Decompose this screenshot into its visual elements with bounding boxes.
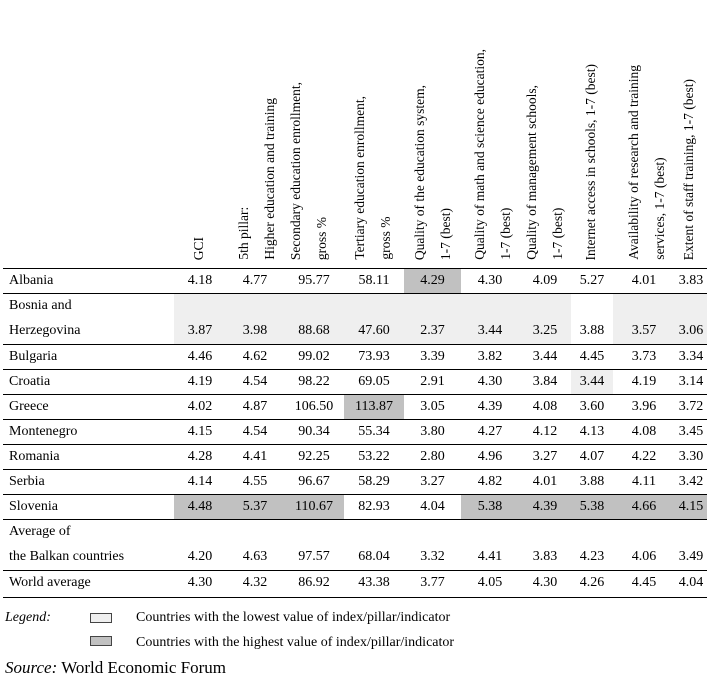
row-name-line: Slovenia — [9, 499, 58, 514]
column-header-line: Availability of research and training — [626, 65, 641, 260]
cell-value: 4.18 — [187, 273, 213, 288]
table-cell — [226, 395, 284, 419]
cell-value: 3.34 — [678, 349, 704, 364]
column-header-line: Quality of management schools, — [524, 85, 539, 260]
table-cell — [519, 395, 571, 419]
cell-value: 2.37 — [420, 323, 445, 338]
cell-value: 4.82 — [477, 474, 503, 489]
cell-value: 99.02 — [298, 349, 330, 364]
table-row — [3, 445, 707, 470]
source-label: Source: — [5, 658, 58, 677]
table-cell — [344, 269, 404, 293]
cell-value: 4.15 — [678, 499, 704, 514]
table-cell — [284, 495, 344, 519]
table-cell — [461, 294, 519, 344]
table-cell — [675, 420, 707, 444]
cell-value: 3.98 — [242, 323, 268, 338]
cell-value: 95.77 — [298, 273, 330, 288]
cell-value: 58.11 — [358, 273, 390, 288]
row-name-line: Greece — [9, 399, 49, 414]
column-header — [621, 65, 673, 260]
table-cell — [675, 269, 707, 293]
cell-value: 53.22 — [358, 449, 390, 464]
cell-value: 47.60 — [358, 323, 390, 338]
table-row — [3, 571, 707, 598]
table-cell — [613, 470, 675, 494]
column-header-line: gross % — [378, 216, 393, 260]
cell-value: 4.30 — [477, 374, 503, 389]
legend-label-text: Legend: — [5, 610, 51, 625]
table-cell — [613, 345, 675, 369]
column-header-line: 1-7 (best) — [498, 207, 513, 260]
table-cell — [613, 571, 675, 597]
source-note — [5, 658, 226, 678]
column-header — [676, 79, 702, 260]
cell-value: 4.28 — [187, 449, 213, 464]
table-cell — [344, 495, 404, 519]
table-cell — [404, 294, 461, 344]
source-text: World Economic Forum — [57, 658, 227, 677]
cell-value: 3.49 — [678, 549, 704, 564]
column-header-line: GCI — [191, 236, 206, 260]
cell-value: 3.30 — [678, 449, 704, 464]
table-cell — [284, 470, 344, 494]
cell-value: 3.44 — [477, 323, 503, 338]
table-cell — [174, 571, 226, 597]
column-header — [407, 85, 459, 260]
cell-value: 3.57 — [631, 323, 657, 338]
cell-value: 4.15 — [187, 424, 213, 439]
table-cell — [571, 520, 613, 570]
column-header-line: gross % — [314, 216, 329, 260]
table-row — [3, 495, 707, 520]
cell-value: 4.29 — [420, 273, 445, 288]
table-cell — [461, 571, 519, 597]
cell-value: 3.83 — [532, 549, 558, 564]
column-header — [578, 64, 604, 260]
table-cell — [344, 470, 404, 494]
education-indicators-table — [3, 0, 707, 598]
cell-value: 4.41 — [242, 449, 268, 464]
cell-value: 3.77 — [420, 575, 445, 590]
table-cell — [571, 269, 613, 293]
cell-value: 3.96 — [631, 399, 657, 414]
cell-value: 98.22 — [298, 374, 330, 389]
column-header-line: Quality of math and science education, — [472, 49, 487, 260]
row-name-line: World average — [9, 575, 91, 590]
column-header-line: Tertiary education enrollment, — [352, 96, 367, 260]
column-header — [186, 237, 212, 260]
cell-value: 4.54 — [242, 374, 268, 389]
cell-value: 4.12 — [532, 424, 558, 439]
column-header-line: Secondary education enrollment, — [288, 81, 303, 260]
table-cell — [519, 345, 571, 369]
cell-value: 3.82 — [477, 349, 503, 364]
table-row — [3, 395, 707, 420]
cell-value: 4.19 — [631, 374, 657, 389]
cell-value: 4.09 — [532, 273, 558, 288]
cell-value: 90.34 — [298, 424, 330, 439]
table-cell — [226, 269, 284, 293]
table-cell — [344, 420, 404, 444]
table-cell — [675, 470, 707, 494]
table-cell — [404, 520, 461, 570]
cell-value: 4.04 — [678, 575, 704, 590]
table-cell — [613, 420, 675, 444]
table-cell — [404, 571, 461, 597]
table-cell — [344, 520, 404, 570]
column-header-line: services, 1-7 (best) — [652, 157, 667, 260]
table-cell — [675, 345, 707, 369]
cell-value: 4.20 — [187, 549, 213, 564]
cell-value: 4.30 — [532, 575, 558, 590]
cell-value: 4.87 — [242, 399, 268, 414]
row-name-line: Montenegro — [9, 424, 78, 439]
table-cell — [284, 370, 344, 394]
table-cell — [226, 370, 284, 394]
table-cell — [226, 495, 284, 519]
row-name-line: Average of — [9, 524, 71, 539]
table-cell — [284, 520, 344, 570]
cell-value: 4.46 — [187, 349, 213, 364]
cell-value: 3.73 — [631, 349, 657, 364]
column-header-line: Internet access in schools, 1-7 (best) — [583, 63, 598, 260]
table-row — [3, 470, 707, 495]
cell-value: 3.87 — [187, 323, 213, 338]
table-cell — [226, 294, 284, 344]
cell-value: 3.44 — [579, 374, 605, 389]
table-cell — [174, 370, 226, 394]
table-cell — [404, 269, 461, 293]
column-header — [283, 82, 335, 260]
cell-value: 3.60 — [579, 399, 605, 414]
table-cell — [519, 445, 571, 469]
table-cell — [404, 395, 461, 419]
cell-value: 5.37 — [242, 499, 268, 514]
table-cell — [461, 395, 519, 419]
cell-value: 4.08 — [532, 399, 558, 414]
table-cell — [613, 445, 675, 469]
table-cell — [404, 495, 461, 519]
cell-value: 3.39 — [420, 349, 445, 364]
table-cell — [571, 395, 613, 419]
table-cell — [226, 420, 284, 444]
table-cell — [284, 420, 344, 444]
row-name-line: Croatia — [9, 374, 51, 389]
cell-value: 96.67 — [298, 474, 330, 489]
legend-label — [5, 610, 51, 626]
cell-value: 3.27 — [420, 474, 445, 489]
table-cell — [571, 445, 613, 469]
table-cell — [675, 445, 707, 469]
table-cell — [344, 294, 404, 344]
cell-value: 4.27 — [477, 424, 503, 439]
column-header-line: Higher education and training — [262, 98, 277, 260]
table-cell — [571, 420, 613, 444]
cell-value: 4.96 — [477, 449, 503, 464]
cell-value: 4.22 — [631, 449, 657, 464]
cell-value: 4.06 — [631, 549, 657, 564]
row-name-line: the Balkan countries — [9, 549, 125, 564]
cell-value: 82.93 — [358, 499, 390, 514]
table-cell — [226, 470, 284, 494]
legend-highest-text: Countries with the highest value of index/pillar/indicator — [136, 635, 455, 650]
cell-value: 4.45 — [631, 575, 657, 590]
table-cell — [174, 294, 226, 344]
table-cell — [404, 445, 461, 469]
table-cell — [284, 345, 344, 369]
cell-value: 5.38 — [477, 499, 503, 514]
cell-value: 3.88 — [579, 474, 605, 489]
table-cell — [174, 520, 226, 570]
table-cell — [461, 269, 519, 293]
table-cell — [613, 520, 675, 570]
cell-value: 97.57 — [298, 549, 330, 564]
table-row — [3, 294, 707, 345]
table-cell — [613, 370, 675, 394]
cell-value: 4.08 — [631, 424, 657, 439]
table-cell — [461, 445, 519, 469]
cell-value: 3.27 — [532, 449, 558, 464]
table-cell — [284, 445, 344, 469]
table-cell — [461, 470, 519, 494]
table-cell — [461, 345, 519, 369]
table-cell — [519, 470, 571, 494]
table-cell — [284, 294, 344, 344]
cell-value: 4.14 — [187, 474, 213, 489]
cell-value: 68.04 — [358, 549, 390, 564]
row-name-line: Herzegovina — [9, 323, 81, 338]
table-header — [3, 0, 707, 269]
table-cell — [284, 395, 344, 419]
cell-value: 4.11 — [632, 474, 656, 489]
table-cell — [174, 445, 226, 469]
cell-value: 3.05 — [420, 399, 445, 414]
table-cell — [174, 269, 226, 293]
cell-value: 3.45 — [678, 424, 704, 439]
cell-value: 4.32 — [242, 575, 268, 590]
cell-value: 4.63 — [242, 549, 268, 564]
table-cell — [174, 345, 226, 369]
cell-value: 4.39 — [477, 399, 503, 414]
cell-value: 69.05 — [358, 374, 390, 389]
cell-value: 4.48 — [187, 499, 213, 514]
cell-value: 113.87 — [355, 399, 393, 414]
legend-lowest-text: Countries with the lowest value of index/pillar/indicator — [136, 610, 451, 625]
table-cell — [174, 420, 226, 444]
table-cell — [571, 370, 613, 394]
cell-value: 86.92 — [298, 575, 330, 590]
column-header-line: Quality of the education system, — [412, 84, 427, 260]
table-cell — [571, 571, 613, 597]
cell-value: 4.13 — [579, 424, 605, 439]
column-header-line: 1-7 (best) — [438, 207, 453, 260]
cell-value: 4.19 — [187, 374, 213, 389]
cell-value: 4.66 — [631, 499, 657, 514]
cell-value: 88.68 — [298, 323, 330, 338]
cell-value: 4.39 — [532, 499, 558, 514]
cell-value: 92.25 — [298, 449, 330, 464]
cell-value: 3.32 — [420, 549, 445, 564]
table-cell — [344, 345, 404, 369]
table-cell — [226, 345, 284, 369]
table-cell — [461, 370, 519, 394]
table-row — [3, 269, 707, 294]
column-header-line: Extent of staff training, 1-7 (best) — [681, 78, 696, 260]
table-cell — [675, 571, 707, 597]
cell-value: 3.25 — [532, 323, 558, 338]
cell-value: 4.54 — [242, 424, 268, 439]
table-cell — [613, 269, 675, 293]
row-name-line: Albania — [9, 273, 54, 288]
cell-value: 4.41 — [477, 549, 503, 564]
cell-value: 3.06 — [678, 323, 704, 338]
table-cell — [284, 571, 344, 597]
table-cell — [571, 345, 613, 369]
cell-value: 73.93 — [358, 349, 390, 364]
column-header-line: 5th pillar: — [236, 207, 251, 260]
table-cell — [519, 370, 571, 394]
cell-value: 3.84 — [532, 374, 558, 389]
table-cell — [174, 495, 226, 519]
cell-value: 55.34 — [358, 424, 390, 439]
table-cell — [613, 294, 675, 344]
table-cell — [519, 269, 571, 293]
cell-value: 58.29 — [358, 474, 390, 489]
cell-value: 2.80 — [420, 449, 445, 464]
table-cell — [344, 445, 404, 469]
table-cell — [461, 420, 519, 444]
table-cell — [519, 520, 571, 570]
cell-value: 3.72 — [678, 399, 704, 414]
table-cell — [675, 370, 707, 394]
cell-value: 4.55 — [242, 474, 268, 489]
cell-value: 4.04 — [420, 499, 445, 514]
table-cell — [675, 495, 707, 519]
lowest-value-swatch — [90, 613, 112, 623]
table-cell — [461, 495, 519, 519]
table-row — [3, 345, 707, 370]
table-cell — [519, 571, 571, 597]
cell-value: 4.77 — [242, 273, 268, 288]
table-row — [3, 520, 707, 571]
table-cell — [226, 445, 284, 469]
table-row — [3, 420, 707, 445]
table-cell — [404, 420, 461, 444]
cell-value: 5.27 — [579, 273, 605, 288]
table-cell — [174, 395, 226, 419]
table-cell — [519, 420, 571, 444]
column-header — [519, 85, 571, 260]
table-cell — [613, 395, 675, 419]
table-cell — [675, 294, 707, 344]
column-header-line: 1-7 (best) — [550, 207, 565, 260]
cell-value: 4.62 — [242, 349, 268, 364]
table-cell — [284, 269, 344, 293]
cell-value: 4.26 — [579, 575, 605, 590]
cell-value: 4.30 — [187, 575, 213, 590]
cell-value: 110.67 — [295, 499, 333, 514]
cell-value: 3.80 — [420, 424, 445, 439]
cell-value: 4.01 — [532, 474, 558, 489]
table-cell — [675, 520, 707, 570]
cell-value: 5.38 — [579, 499, 605, 514]
row-name-line: Bulgaria — [9, 349, 58, 364]
table-cell — [613, 495, 675, 519]
table-cell — [571, 470, 613, 494]
cell-value: 106.50 — [294, 399, 334, 414]
row-name-line: Serbia — [9, 474, 45, 489]
highest-value-swatch — [90, 636, 112, 646]
cell-value: 2.91 — [420, 374, 445, 389]
table-cell — [571, 495, 613, 519]
cell-value: 3.83 — [678, 273, 704, 288]
table-cell — [519, 495, 571, 519]
table-cell — [519, 294, 571, 344]
cell-value: 4.23 — [579, 549, 605, 564]
table-cell — [174, 470, 226, 494]
cell-value: 4.45 — [579, 349, 605, 364]
row-name-line: Romania — [9, 449, 60, 464]
table-cell — [404, 470, 461, 494]
table-body — [3, 269, 707, 598]
cell-value: 3.14 — [678, 374, 704, 389]
table-cell — [344, 571, 404, 597]
cell-value: 3.44 — [532, 349, 558, 364]
table-cell — [461, 520, 519, 570]
table-cell — [226, 520, 284, 570]
column-header — [231, 98, 283, 260]
column-header — [467, 49, 519, 260]
table-cell — [675, 395, 707, 419]
table-cell — [404, 370, 461, 394]
column-header — [347, 96, 399, 260]
cell-value: 3.88 — [579, 323, 605, 338]
cell-value: 4.07 — [579, 449, 605, 464]
table-cell — [226, 571, 284, 597]
table-row — [3, 370, 707, 395]
cell-value: 43.38 — [358, 575, 390, 590]
cell-value: 4.01 — [631, 273, 657, 288]
table-cell — [571, 294, 613, 344]
table-cell — [344, 395, 404, 419]
row-name-line: Bosnia and — [9, 298, 72, 313]
cell-value: 4.02 — [187, 399, 213, 414]
table-cell — [344, 370, 404, 394]
cell-value: 4.30 — [477, 273, 503, 288]
cell-value: 3.42 — [678, 474, 704, 489]
cell-value: 4.05 — [477, 575, 503, 590]
table-cell — [404, 345, 461, 369]
